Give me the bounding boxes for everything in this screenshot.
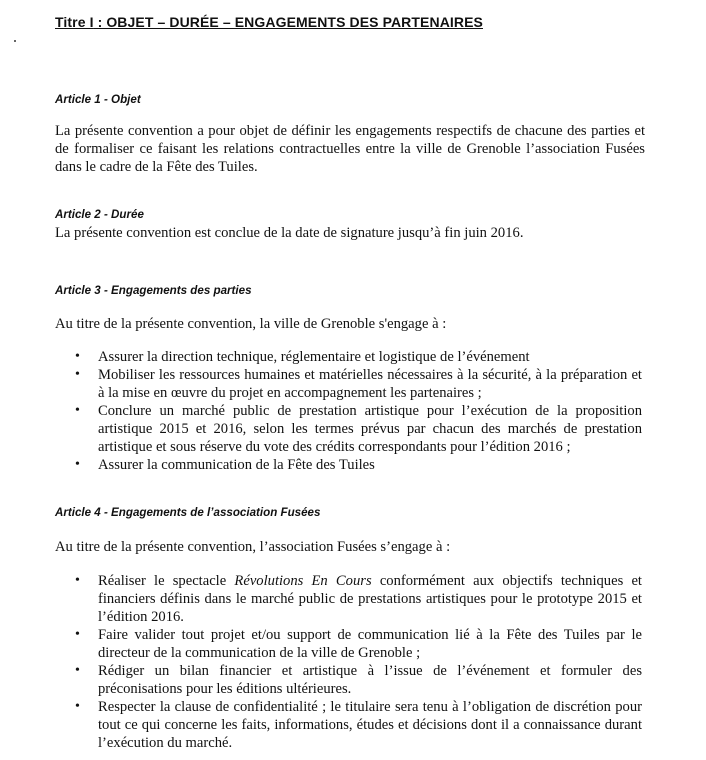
section-title (55, 14, 483, 30)
section-title-prefix: Titre I (55, 14, 94, 30)
article-2-text: La présente convention est conclue de la date de signature jusqu’à fin juin 2016. (55, 225, 524, 241)
list-item: • Assurer la communication de la Fête des Tuiles (75, 457, 375, 473)
list-item: • Faire valider tout projet et/ou support de communication lié à la Fête des Tuiles par le directeur de la communication de la ville de Grenoble ; (75, 627, 642, 661)
bullet-icon: • (75, 367, 80, 382)
list-item: • Respecter la clause de confidentialité ; le titulaire sera tenu à l’obligation de discrétion pour tout ce qui concerne les faits, informations, études et décisions dont il a connaissance durant l’exécution du marché. (75, 699, 642, 751)
article-1-heading: Article 1 - Objet (55, 93, 141, 106)
bullet-icon: • (75, 663, 80, 678)
scan-dot (14, 40, 16, 42)
bullet-icon: • (75, 699, 80, 714)
article-4-heading: Article 4 - Engagements de l’association Fusées (55, 506, 321, 519)
bullet-icon: • (75, 403, 80, 418)
article-2-heading: Article 2 - Durée (55, 208, 144, 221)
bullet-icon: • (75, 349, 80, 364)
list-item: • Mobiliser les ressources humaines et matérielles nécessaires à la sécurité, à la préparation et à la mise en œuvre du projet en accompagnement les partenaires ; (75, 367, 642, 401)
list-item: • Rédiger un bilan financier et artistique à l’issue de l’événement et formuler des préconisations pour les éditions ultérieures. (75, 663, 642, 697)
list-item: • Conclure un marché public de prestation artistique pour l’exécution de la proposition artistique 2015 et 2016, selon les termes prévus par chacun des marchés de prestation artistique et sous réserve du vote des crédits correspondants pour l’édition 2016 ; (75, 403, 642, 455)
bullet-icon: • (75, 573, 80, 588)
article-4-list (0, 572, 642, 752)
bullet-icon: • (75, 457, 80, 472)
list-item: • Réaliser le spectacle Révolutions En Cours conformément aux objectifs techniques et financiers définis dans le marché public de prestations artistiques pour le prototype 2015 et l’édition 2016. (75, 573, 642, 625)
article-3-heading: Article 3 - Engagements des parties (55, 284, 252, 297)
article-1-text: La présente convention a pour objet de définir les engagements respectifs de chacune des parties et de formaliser ce faisant les relations contractuelles entre la ville de Grenoble l’association Fusées dans le cadre de la Fête des Tuiles. (55, 123, 645, 175)
article-3-list (0, 348, 642, 474)
list-item: • Assurer la direction technique, réglementaire et logistique de l’événement (75, 349, 530, 365)
section-title-rest: : OBJET – DURÉE – ENGAGEMENTS DES PARTENAIRES (93, 14, 483, 30)
show-title: Révolutions En Cours (234, 573, 372, 589)
bullet-icon: • (75, 627, 80, 642)
article-3-intro: Au titre de la présente convention, la ville de Grenoble s'engage à : (55, 316, 447, 332)
article-4-intro: Au titre de la présente convention, l’association Fusées s’engage à : (55, 539, 451, 555)
